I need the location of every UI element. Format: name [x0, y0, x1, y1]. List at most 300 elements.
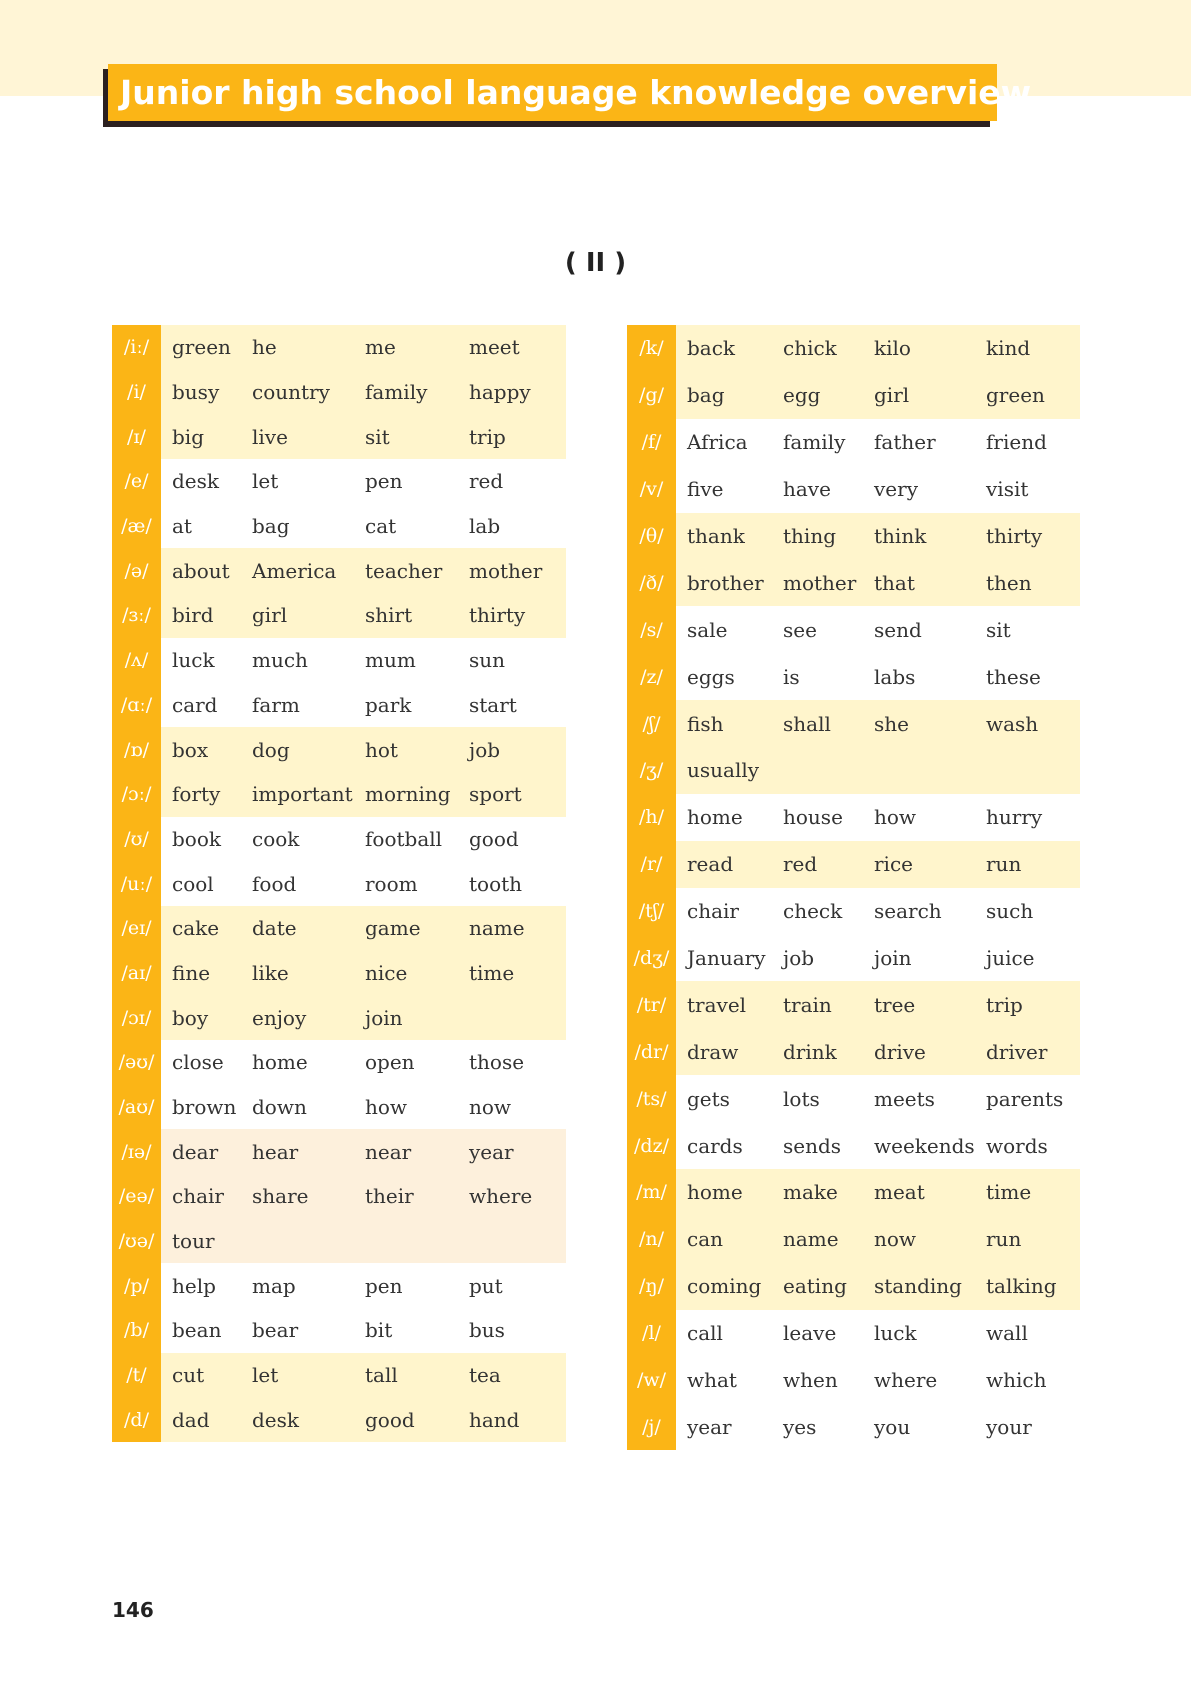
example-word: bean [172, 1318, 222, 1343]
example-word: eggs [687, 664, 735, 689]
phoneme-row [627, 1263, 1080, 1310]
phoneme-row [627, 935, 1080, 982]
example-word: mum [365, 648, 416, 673]
example-word: meat [874, 1180, 925, 1205]
example-word: country [252, 380, 330, 405]
example-word: park [365, 692, 412, 717]
example-word: standing [874, 1274, 962, 1299]
example-word: happy [469, 380, 531, 405]
example-word: visit [986, 477, 1029, 502]
example-word: dad [172, 1407, 210, 1432]
phoneme-group [627, 700, 1080, 794]
example-word: which [986, 1368, 1047, 1393]
example-word: home [687, 1180, 743, 1205]
example-word: cards [687, 1133, 743, 1158]
phoneme-row [112, 951, 566, 996]
phoneme-row [112, 1308, 566, 1353]
example-word: put [469, 1273, 503, 1298]
example-word: what [687, 1368, 737, 1393]
phonetic-symbol: /ʃ/ [627, 700, 676, 747]
example-word: thirty [469, 603, 526, 628]
example-word: make [783, 1180, 838, 1205]
example-word: girl [252, 603, 288, 628]
phoneme-row [627, 1357, 1080, 1404]
example-word: labs [874, 664, 916, 689]
phoneme-row [627, 700, 1080, 747]
phoneme-row [627, 372, 1080, 419]
example-word: dog [252, 737, 290, 762]
example-word: family [783, 430, 846, 455]
example-word: now [469, 1095, 512, 1120]
phonetic-symbol: /ŋ/ [627, 1263, 676, 1310]
phoneme-row [112, 370, 566, 415]
phoneme-group [627, 841, 1080, 888]
example-word: driver [986, 1039, 1048, 1064]
example-word: cut [172, 1363, 205, 1388]
section-subtitle: ( II ) [564, 248, 627, 278]
example-word: how [365, 1095, 408, 1120]
example-word: sun [469, 648, 506, 673]
example-word: hand [469, 1407, 520, 1432]
example-word: egg [783, 383, 821, 408]
phoneme-row [112, 861, 566, 906]
example-word: sit [365, 424, 390, 449]
example-word: desk [252, 1407, 300, 1432]
phoneme-row [627, 747, 1080, 794]
example-word: red [783, 852, 818, 877]
example-word: year [469, 1139, 514, 1164]
example-word: bag [252, 514, 290, 539]
phoneme-row [627, 559, 1080, 606]
example-word: shall [783, 711, 831, 736]
example-word: bag [687, 383, 725, 408]
phonetic-symbol: /s/ [627, 606, 676, 653]
phoneme-group [112, 727, 566, 816]
example-word: room [365, 871, 418, 896]
phoneme-row [627, 653, 1080, 700]
phonetic-symbol: /eə/ [112, 1174, 161, 1219]
phoneme-row [627, 1028, 1080, 1075]
phonetic-symbol: /əʊ/ [112, 1040, 161, 1085]
example-word: book [172, 826, 222, 851]
example-word: farm [252, 692, 300, 717]
example-word: brown [172, 1095, 237, 1120]
example-word: box [172, 737, 209, 762]
example-word: then [986, 570, 1032, 595]
example-word: she [874, 711, 909, 736]
example-word: fish [687, 711, 724, 736]
example-word: parents [986, 1086, 1064, 1111]
example-word: eating [783, 1274, 847, 1299]
example-word: send [874, 617, 922, 642]
phonetic-symbol: /b/ [112, 1308, 161, 1353]
example-word: nice [365, 960, 408, 985]
example-word: tour [172, 1229, 215, 1254]
example-word: boy [172, 1005, 209, 1030]
example-word: good [469, 826, 519, 851]
example-word: bear [252, 1318, 299, 1343]
example-word: share [252, 1184, 309, 1209]
example-word: hear [252, 1139, 299, 1164]
example-word: now [874, 1227, 917, 1252]
example-word: start [469, 692, 517, 717]
example-word: me [365, 335, 396, 360]
phonetic-symbol: /dr/ [627, 1028, 676, 1075]
example-word: thing [783, 524, 836, 548]
phoneme-group [112, 1353, 566, 1442]
example-word: fine [172, 960, 211, 985]
example-word: very [874, 477, 918, 502]
phonetic-symbol: /n/ [627, 1216, 676, 1263]
phoneme-row [627, 1122, 1080, 1169]
example-word: words [986, 1133, 1048, 1158]
example-word: January [687, 946, 766, 971]
phoneme-row [112, 1353, 566, 1398]
example-word: cat [365, 514, 397, 539]
example-word: rice [874, 852, 913, 877]
phonetic-symbol: /dz/ [627, 1122, 676, 1169]
page-number: 146 [112, 1598, 154, 1622]
example-word: five [687, 477, 724, 502]
example-word: kind [986, 336, 1031, 361]
example-word: gets [687, 1086, 730, 1111]
example-word: about [172, 558, 230, 583]
example-word: think [874, 524, 927, 548]
example-word: drink [783, 1039, 837, 1064]
example-word: map [252, 1273, 296, 1298]
example-word: date [252, 916, 297, 941]
example-word: chair [172, 1184, 224, 1209]
example-word: Africa [687, 430, 748, 455]
example-word: like [252, 960, 289, 985]
example-word: bus [469, 1318, 505, 1343]
example-word: mother [783, 570, 857, 595]
phonetic-symbol: /m/ [627, 1169, 676, 1216]
example-word: tooth [469, 871, 523, 896]
phonetic-symbol: /ʊ/ [112, 817, 161, 862]
phonetic-symbol: /ð/ [627, 559, 676, 606]
example-word: enjoy [252, 1005, 307, 1030]
example-word: your [986, 1414, 1032, 1439]
example-word: back [687, 336, 736, 361]
example-word: help [172, 1273, 216, 1298]
phonetic-symbol: /ʊə/ [112, 1219, 161, 1264]
example-word: football [365, 826, 443, 851]
example-word: run [986, 852, 1022, 877]
example-word: bird [172, 603, 214, 628]
phoneme-row [627, 1310, 1080, 1357]
phoneme-group [112, 906, 566, 1040]
example-word: green [986, 383, 1045, 408]
phonetic-symbol: /g/ [627, 372, 676, 419]
example-word: search [874, 899, 942, 924]
phoneme-group [112, 1129, 566, 1263]
example-word: usually [687, 758, 760, 783]
example-word: tall [365, 1363, 398, 1388]
phonetic-symbol: /i/ [112, 370, 161, 415]
example-word: you [874, 1414, 911, 1439]
phoneme-row [112, 459, 566, 504]
phoneme-group [627, 1310, 1080, 1451]
phonetic-symbol: /aɪ/ [112, 951, 161, 996]
phoneme-row [627, 1216, 1080, 1263]
example-word: when [783, 1368, 838, 1393]
example-word: pen [365, 469, 403, 494]
phonetic-symbol: /æ/ [112, 504, 161, 549]
example-word: forty [172, 782, 221, 807]
phonetic-symbol: /eɪ/ [112, 906, 161, 951]
example-word: down [252, 1095, 307, 1120]
phoneme-row [627, 419, 1080, 466]
phonetic-symbol: /ʌ/ [112, 638, 161, 683]
example-word: run [986, 1227, 1022, 1252]
example-word: America [252, 558, 337, 583]
example-word: sale [687, 617, 728, 642]
example-word: juice [986, 946, 1035, 971]
phoneme-group [627, 606, 1080, 700]
phoneme-row [112, 638, 566, 683]
example-word: open [365, 1050, 415, 1075]
example-word: meet [469, 335, 520, 360]
phoneme-row [112, 995, 566, 1040]
example-word: job [783, 946, 815, 971]
phoneme-row [627, 325, 1080, 372]
phonetic-symbol: /d/ [112, 1398, 161, 1443]
phoneme-group [627, 513, 1080, 607]
example-word: luck [874, 1321, 917, 1346]
example-word: how [874, 805, 917, 830]
example-word: morning [365, 782, 451, 807]
phonetic-symbol: /k/ [627, 325, 676, 372]
phonetic-symbol: /r/ [627, 841, 676, 888]
example-word: wall [986, 1321, 1028, 1346]
example-word: friend [986, 430, 1047, 455]
example-word: time [986, 1180, 1032, 1205]
phoneme-group [112, 325, 566, 459]
example-word: read [687, 852, 734, 877]
phoneme-group [627, 981, 1080, 1075]
example-word: join [874, 946, 912, 971]
phoneme-group [112, 459, 566, 548]
phonetic-symbol: /tr/ [627, 981, 676, 1028]
example-word: travel [687, 992, 747, 1017]
phonetic-symbol: /ɪ/ [112, 414, 161, 459]
example-word: tree [874, 992, 916, 1017]
example-word: lab [469, 514, 501, 539]
phoneme-row [112, 727, 566, 772]
example-word: job [469, 737, 501, 762]
phonetic-symbol: /ɑː/ [112, 683, 161, 728]
phonetic-symbol: /h/ [627, 794, 676, 841]
example-word: good [365, 1407, 415, 1432]
example-word: tea [469, 1363, 501, 1388]
phoneme-row [112, 817, 566, 862]
example-word: near [365, 1139, 412, 1164]
example-word: he [252, 335, 277, 360]
example-word: let [252, 469, 279, 494]
example-word: draw [687, 1039, 739, 1064]
phoneme-row [627, 513, 1080, 560]
example-word: that [874, 570, 915, 595]
phonetic-symbol: /dʒ/ [627, 935, 676, 982]
phoneme-row [112, 414, 566, 459]
phoneme-row [112, 593, 566, 638]
example-word: home [687, 805, 743, 830]
phoneme-group [112, 1040, 566, 1129]
phoneme-row [627, 1075, 1080, 1122]
phoneme-row [112, 325, 566, 370]
example-word: luck [172, 648, 215, 673]
phoneme-group [627, 419, 1080, 513]
example-word: call [687, 1321, 723, 1346]
phoneme-group [112, 548, 566, 637]
example-word: weekends [874, 1133, 975, 1158]
phoneme-group [627, 325, 1080, 419]
example-word: hurry [986, 805, 1043, 830]
example-word: have [783, 477, 831, 502]
phoneme-group [112, 638, 566, 727]
example-word: year [687, 1414, 732, 1439]
phoneme-row [112, 1219, 566, 1264]
example-word: dear [172, 1139, 219, 1164]
consonant-table [627, 325, 1080, 1450]
example-word: name [469, 916, 525, 941]
phoneme-row [627, 794, 1080, 841]
example-word: is [783, 664, 800, 689]
phonetic-symbol: /θ/ [627, 513, 676, 560]
phonetic-symbol: /ɪə/ [112, 1129, 161, 1174]
example-word: leave [783, 1321, 837, 1346]
phonetic-symbol: /ts/ [627, 1075, 676, 1122]
phonetic-symbol: /t/ [112, 1353, 161, 1398]
page-title: Junior high school language knowledge overview [108, 64, 997, 121]
phoneme-group [627, 1075, 1080, 1169]
phonetic-symbol: /f/ [627, 419, 676, 466]
example-word: game [365, 916, 421, 941]
example-word: big [172, 424, 205, 449]
example-word: teacher [365, 558, 443, 583]
phoneme-row [627, 981, 1080, 1028]
example-word: home [252, 1050, 308, 1075]
example-word: drive [874, 1039, 926, 1064]
example-word: see [783, 617, 817, 642]
example-word: green [172, 335, 231, 360]
phoneme-row [112, 1129, 566, 1174]
example-word: shirt [365, 603, 413, 628]
example-word: busy [172, 380, 220, 405]
example-word: trip [986, 992, 1023, 1017]
phoneme-group [112, 817, 566, 906]
phonetic-symbol: /v/ [627, 466, 676, 513]
phonetic-symbol: /w/ [627, 1357, 676, 1404]
example-word: lots [783, 1086, 820, 1111]
example-word: family [365, 380, 428, 405]
example-word: those [469, 1050, 525, 1075]
phoneme-row [627, 466, 1080, 513]
example-word: chair [687, 899, 739, 924]
example-word: meets [874, 1086, 935, 1111]
example-word: name [783, 1227, 839, 1252]
example-word: important [252, 782, 353, 807]
phonetic-symbol: /tʃ/ [627, 888, 676, 935]
phonetic-symbol: /l/ [627, 1310, 676, 1357]
example-word: trip [469, 424, 506, 449]
example-word: where [874, 1368, 938, 1393]
example-word: time [469, 960, 515, 985]
phoneme-group [112, 1263, 566, 1352]
example-word: girl [874, 383, 910, 408]
example-word: can [687, 1227, 724, 1252]
phoneme-group [627, 794, 1080, 841]
example-word: talking [986, 1274, 1057, 1299]
example-word: close [172, 1050, 224, 1075]
phonetic-symbol: /iː/ [112, 325, 161, 370]
example-word: pen [365, 1273, 403, 1298]
phonetic-symbol: /uː/ [112, 861, 161, 906]
phoneme-row [627, 841, 1080, 888]
example-word: where [469, 1184, 533, 1209]
phoneme-group [627, 1169, 1080, 1310]
phonetic-symbol: /p/ [112, 1263, 161, 1308]
example-word: father [874, 430, 936, 455]
phoneme-row [112, 1174, 566, 1219]
phonetic-symbol: /ɜː/ [112, 593, 161, 638]
example-word: chick [783, 336, 837, 361]
example-word: brother [687, 570, 764, 595]
example-word: let [252, 1363, 279, 1388]
vowel-table [112, 325, 566, 1442]
phonetic-symbol: /aʊ/ [112, 1085, 161, 1130]
example-word: thirty [986, 524, 1043, 548]
phonetic-symbol: /ʒ/ [627, 747, 676, 794]
example-word: coming [687, 1274, 762, 1299]
phoneme-row [627, 1403, 1080, 1450]
example-word: kilo [874, 336, 911, 361]
example-word: yes [783, 1414, 817, 1439]
phoneme-row [112, 1263, 566, 1308]
example-word: hot [365, 737, 398, 762]
phoneme-row [112, 1040, 566, 1085]
example-word: red [469, 469, 504, 494]
phonetic-symbol: /e/ [112, 459, 161, 504]
phoneme-row [112, 772, 566, 817]
example-word: house [783, 805, 843, 830]
example-word: sport [469, 782, 522, 807]
phoneme-row [627, 888, 1080, 935]
example-word: these [986, 664, 1041, 689]
example-word: train [783, 992, 832, 1017]
example-word: sends [783, 1133, 842, 1158]
phonetic-symbol: /ɔɪ/ [112, 995, 161, 1040]
example-word: such [986, 899, 1034, 924]
example-word: live [252, 424, 288, 449]
phoneme-group [627, 888, 1080, 982]
phoneme-row [112, 906, 566, 951]
example-word: card [172, 692, 218, 717]
example-word: wash [986, 711, 1039, 736]
example-word: their [365, 1184, 414, 1209]
phoneme-row [627, 606, 1080, 653]
phoneme-row [112, 1398, 566, 1443]
phoneme-row [112, 548, 566, 593]
example-word: much [252, 648, 308, 673]
example-word: desk [172, 469, 220, 494]
phoneme-row [627, 1169, 1080, 1216]
phoneme-row [112, 683, 566, 728]
example-word: cool [172, 871, 214, 896]
example-word: at [172, 514, 192, 539]
phonetic-symbol: /ə/ [112, 548, 161, 593]
